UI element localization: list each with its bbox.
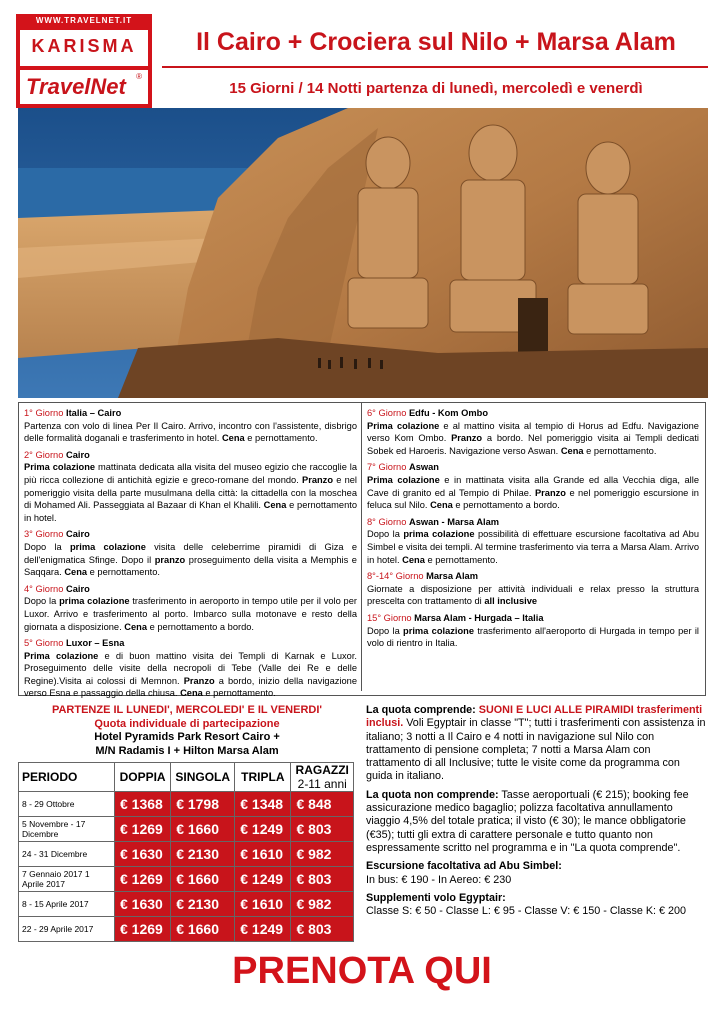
day-label: Giorno [378,516,407,527]
day-number: 1° [24,408,33,418]
day-text-t3: a bordo, inizio della navigazione verso Esna e passaggio della chiusa. [24,675,357,699]
includes-label: La quota comprende: [366,704,476,716]
day-heading [367,516,699,529]
excludes-text: Tasse aeroportuali (€ 215); booking fee assicurazione medico bagaglio; polizza facoltativa annullamento viaggio 4,5% del totale pratica; il visto (€ 30); le mance obbligatorie (€35); tutti gli extra di carattere personale e tutto quanto non espressamente scritto nel programma e in "La quota comprende". [366,788,689,854]
pricing-hotels-line1: Hotel Pyramids Park Resort Cairo + [94,731,280,743]
price-row [19,867,354,892]
price-singola: € 1660 [171,817,235,842]
price-period: 22 - 29 Aprile 2017 [19,917,115,942]
day-heading [367,461,699,474]
day-label: Giorno [35,529,64,540]
ragazzi-age-range: 2-11 anni [297,777,347,791]
day-text-text: e al mattino visita al tempio di Horus ad Edfu. Navigazione verso Kom Ombo. [367,420,699,444]
day-text-t2: Pranzo [183,675,215,686]
column-header-ragazzi [291,763,354,792]
price-ragazzi: € 982 [291,842,354,867]
column-header-doppia: DOPPIA [115,763,171,792]
day-text-t4: Cena [64,567,88,578]
day-number: 6° [367,408,376,418]
day-text-t3: e pernottamento. [247,433,318,444]
includes-text: Voli Egyptair in classe "T"; tutti i trasferimenti con assistenza in italiano; 3 notti a Il Cairo e 4 notti in navigazione sul Nilo con trattamento di pensione completa; 7 notti a Marsa Alam con trattamento di all Inclusive; tutte le visite come da programma con guida in italiano. [366,717,706,783]
day-text-pc: Prima colazione [24,650,99,661]
day-heading [24,528,357,541]
day-place: Italia – Cairo [65,408,122,418]
day-text-text: e in mattinata visita alla Grande ed alla Vecchia diga, alle Cave di granito ed al Tempio di Philae. [367,474,699,498]
flight-supplements-section [366,892,706,919]
day-text-t5: e pernottamento a bordo. [455,500,560,511]
day-description [367,420,699,458]
day-text-t3: e pernottamento. [427,554,498,565]
day-text-text: trasferimento all'aeroporto di Hurgada in tempo per il volo di rientro in Italia. [367,625,699,649]
price-ragazzi: € 803 [291,817,354,842]
price-singola: € 1798 [171,792,235,817]
day-text-pc: Prima colazione [24,462,96,473]
karisma-travelnet-logo[interactable] [16,14,152,108]
day-number: 8°-14° [367,571,394,582]
price-ragazzi: € 803 [291,917,354,942]
prenota-qui-button[interactable]: PRENOTA QUI [232,950,492,992]
day-text-pc: Prima colazione [367,420,440,431]
day-description [24,461,357,524]
logo-karisma-text: KARISMA [31,36,137,56]
day-heading [24,583,357,596]
day-place: Aswan [408,462,439,473]
logo-travelnet-text: TravelNet [26,74,126,99]
price-table [18,762,354,942]
price-row [19,792,354,817]
day-number: 7° [367,462,376,473]
itinerary-day [367,570,699,608]
column-header-periodo: PERIODO [19,763,115,792]
day-text-t2: Pranzo [302,474,333,485]
day-text-t4: Cena [430,500,453,511]
price-doppia: € 1269 [115,867,171,892]
price-doppia: € 1630 [115,892,171,917]
day-description [24,420,357,445]
pricing-departures: PARTENZE IL LUNEDI', MERCOLEDI' E IL VENERDI' [51,704,323,716]
price-period: 7 Gennaio 2017 1 Aprile 2017 [19,867,115,892]
day-text-text: e di buon mattino visita dei Templi di Karnak e Luxor. Proseguimento delle visite della necropoli di Tebe (Valle dei Re e delle Regine).Visita ai colossi di Memnon. [24,650,357,686]
day-text-text: visita delle celeberrime piramidi di Giza e dell'enigmatica Sfinge. Dopo il [24,541,358,565]
logo-bottom-panel [20,70,148,104]
logo-url: WWW.TRAVELNET.IT [35,16,133,25]
day-label: Giorno [378,462,407,473]
day-text-text: Partenza con volo di linea Per Il Cairo. Arrivo, incontro con l'assistente, disbrigo delle formalità doganali e trasferimento in hotel. [24,420,357,444]
excludes-label: La quota non comprende: [366,788,499,801]
day-number: 8° [367,516,376,527]
day-label: Giorno [35,449,64,460]
day-label: Giorno [395,571,424,582]
day-place: Cairo [65,449,90,460]
price-singola: € 1660 [171,867,235,892]
day-text-t5: e pernottamento in hotel. [24,500,357,523]
day-text-text: Giornate a disposizione per attività individuali e relax presso la struttura prescelta con trattamento di [367,583,699,607]
day-heading [367,612,699,625]
day-text-pc: prima colazione [403,529,475,540]
day-description [367,583,699,608]
itinerary-day [24,407,357,445]
price-period: 24 - 31 Dicembre [19,842,115,867]
abu-simbel-prices: In bus: € 190 - In Aereo: € 230 [366,873,512,886]
day-text-pre: Dopo la [24,541,62,552]
price-period: 8 - 15 Aprile 2017 [19,892,115,917]
pricing-quota-label: Quota individuale di partecipazione [94,717,280,730]
day-heading [24,449,357,462]
column-header-tripla: TRIPLA [235,763,291,792]
day-text-t4: Cena [180,688,203,699]
day-description [24,595,357,633]
day-text-text: mattinata dedicata alla visita del museo egizio che raccoglie la più ricca collezione di antichità egizie e greco-romane del mondo. [24,462,357,485]
price-period: 8 - 29 Ottobre [19,792,115,817]
info-column [366,704,706,923]
day-description [367,625,699,650]
day-text-t3: e pernottamento a bordo. [149,621,255,632]
price-tripla: € 1249 [235,867,291,892]
itinerary-day [24,583,357,633]
itinerary-day [367,612,699,650]
day-text-t2: pranzo [154,554,186,565]
itinerary-box [18,402,706,699]
day-text-pre: Dopo la [367,529,400,540]
day-place: Edfu - Kom Ombo [408,408,488,418]
price-tripla: € 1610 [235,892,291,917]
abu-simbel-section [366,860,706,887]
itinerary-left-column [24,407,357,704]
day-text-t5: e pernottamento. [205,688,276,699]
day-text-t3: e nel pomeriggio visita della parte musulmana della città: la cittadella con la moschea di Mohamed Ali. Passeggiata al Bazaar di Khan el Khalili. [24,474,357,511]
day-text-t3: proseguimento della visita a Memphis e Saqqara. [24,554,357,578]
day-number: 5° [24,638,33,649]
day-text-pre: Dopo la [24,596,57,607]
day-description [24,650,357,700]
day-text-pc: Prima colazione [367,474,440,485]
itinerary-day [24,637,357,700]
day-number: 2° [24,449,33,460]
day-heading [367,570,699,583]
day-number: 4° [24,583,33,594]
day-text-t3: a bordo. Nel pomeriggio visita ai Templi dedicati Sobek ed Haroeris. Navigazione verso Aswan. [367,433,699,456]
page-title: Il Cairo + Crociera sul Nilo + Marsa Alam [196,28,676,56]
day-number: 15° [367,612,382,623]
price-row [19,892,354,917]
day-place: Luxor – Esna [65,638,125,649]
day-description [367,528,699,566]
price-singola: € 2130 [171,892,235,917]
day-text-t5: e pernottamento. [586,445,657,456]
abu-simbel-temple-photo [18,108,708,398]
day-text-t2: Cena [402,554,425,565]
column-header-singola: SINGOLA [171,763,235,792]
day-place: Aswan - Marsa Alam [408,516,500,527]
day-text-text: possibilità di effettuare escursione facoltativa ad Abu Simbel e visita dei templi. Al termine trasferimento via terra a Marsa Alam. Arrivo in hotel. [367,529,700,565]
price-ragazzi: € 982 [291,892,354,917]
day-place: Marsa Alam [426,571,478,582]
day-text-t2: Pranzo [451,433,483,444]
day-label: Giorno [35,583,64,594]
price-period: 5 Novembre - 17 Dicembre [19,817,115,842]
day-text-pc: prima colazione [59,596,130,607]
price-tripla: € 1610 [235,842,291,867]
title-divider [162,66,708,68]
day-heading [367,407,699,420]
abu-simbel-label: Escursione facoltativa ad Abu Simbel: [366,860,562,873]
day-label: Giorno [35,638,64,649]
day-label: Giorno [35,408,64,418]
itinerary-day [367,407,699,457]
itinerary-day [367,516,699,566]
day-place: Cairo [65,583,90,594]
day-description [367,474,699,512]
day-description [24,541,357,579]
itinerary-right-column [367,407,699,654]
itinerary-day [24,528,357,578]
price-doppia: € 1269 [115,817,171,842]
pricing-hotels-line2: M/N Radamis I + Hilton Marsa Alam [95,744,279,757]
logo-top-panel [20,30,148,66]
price-row [19,842,354,867]
page-subtitle: 15 Giorni / 14 Notti partenza di lunedì, mercoledì e venerdì [229,80,643,97]
pricing-header [18,704,356,758]
day-label: Giorno [383,612,412,623]
price-doppia: € 1269 [115,917,171,942]
day-text-t3: e nel pomeriggio escursione in feluca sul Nilo. [367,487,699,511]
price-doppia: € 1630 [115,842,171,867]
price-singola: € 2130 [171,842,235,867]
excludes-section [366,789,706,855]
day-text-pre: Dopo la [367,625,400,636]
price-table-header [19,763,354,792]
price-row [19,917,354,942]
flight-supplements-label: Supplementi volo Egyptair: [366,891,506,904]
day-text-pc: prima colazione [403,625,475,636]
day-text-t5: e pernottamento. [89,567,160,578]
ragazzi-label: RAGAZZI [295,763,349,777]
includes-highlight: SUONI E LUCI ALLE PIRAMIDI trasferimenti inclusi. [366,704,703,730]
day-heading [24,637,357,650]
day-number: 3° [24,529,33,540]
day-text-text: trasferimento in aeroporto in tempo utile per il volo per Luxor. Arrivo e trasferimento al porto. Imbarco sulla motonave e resto della giornata a disposizione. [24,596,357,632]
logo-registered-mark: ® [136,72,142,81]
day-text-t2: Pranzo [534,487,566,498]
day-place: Cairo [65,529,90,540]
price-doppia: € 1368 [115,792,171,817]
day-text-pc: prima colazione [69,541,146,552]
price-ragazzi: € 848 [291,792,354,817]
day-place: Marsa Alam - Hurgada – Italia [414,612,544,623]
itinerary-column-divider [361,403,362,691]
price-tripla: € 1249 [235,817,291,842]
includes-section [366,704,706,784]
price-tripla: € 1348 [235,792,291,817]
day-heading [24,407,357,420]
day-label: Giorno [378,408,407,418]
day-text-t4: Cena [560,445,584,456]
price-singola: € 1660 [171,917,235,942]
day-text-t2: Cena [221,433,245,444]
day-text-t4: Cena [263,500,287,511]
price-row [19,817,354,842]
itinerary-day [24,449,357,525]
day-text-t2: all inclusive [484,596,538,607]
flight-supplements-prices: Classe S: € 50 - Classe L: € 95 - Classe V: € 150 - Classe K: € 200 [366,905,687,918]
price-tripla: € 1249 [235,917,291,942]
day-text-t2: Cena [124,621,148,632]
price-ragazzi: € 803 [291,867,354,892]
itinerary-day [367,461,699,511]
